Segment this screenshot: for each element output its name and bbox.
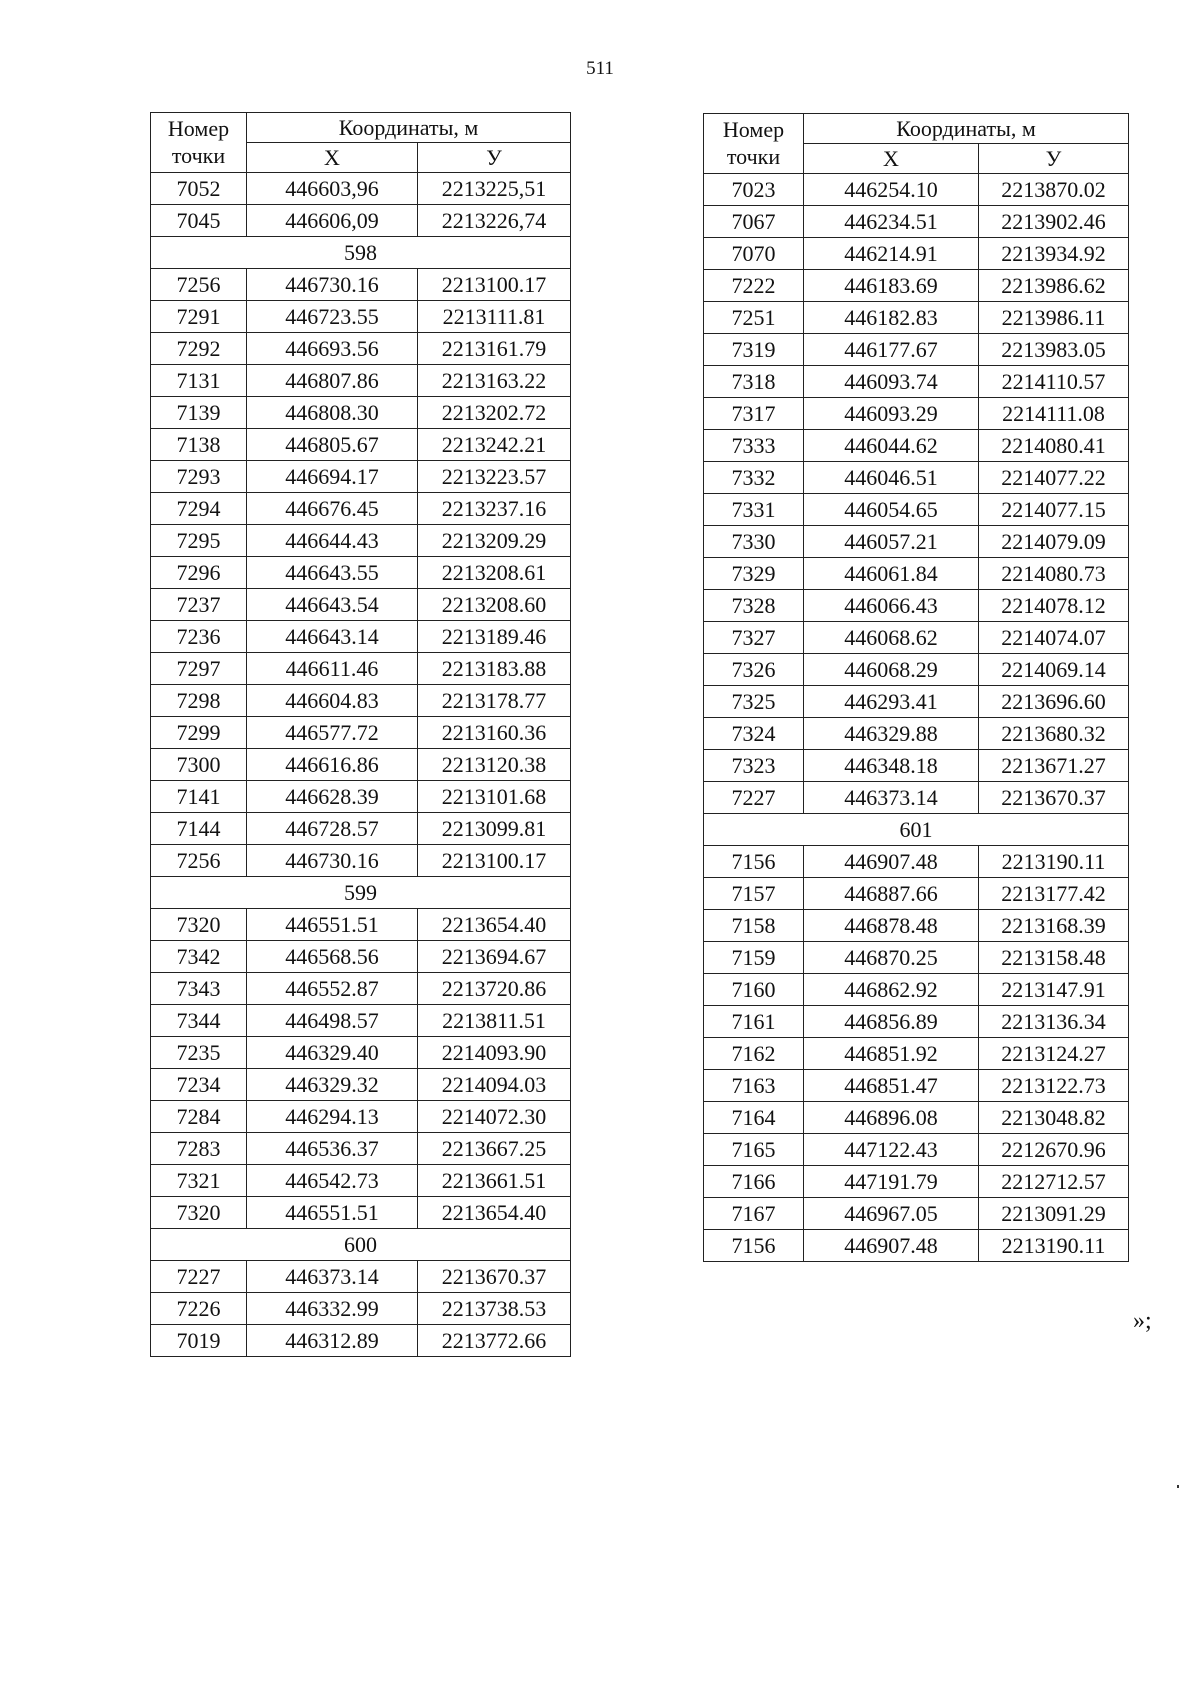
x-coordinate-cell: 446616.86 <box>247 749 418 781</box>
x-coordinate-cell: 446907.48 <box>804 846 979 878</box>
x-coordinate-cell: 446551.51 <box>247 909 418 941</box>
point-number-cell: 7331 <box>704 494 804 526</box>
x-coordinate-cell: 446568.56 <box>247 941 418 973</box>
section-number: 599 <box>151 877 571 909</box>
y-coordinate-cell: 2214077.22 <box>979 462 1129 494</box>
y-coordinate-cell: 2213237.16 <box>418 493 571 525</box>
point-number-header: Номер точки <box>151 113 247 173</box>
x-coordinate-cell: 446730.16 <box>247 269 418 301</box>
table-row <box>151 1101 571 1133</box>
coordinates-table-right <box>703 113 1129 1262</box>
section-row <box>704 814 1129 846</box>
table-row <box>151 525 571 557</box>
section-number: 601 <box>704 814 1129 846</box>
point-number-cell: 7165 <box>704 1134 804 1166</box>
x-coordinate-cell: 446066.43 <box>804 590 979 622</box>
y-coordinate-cell: 2213163.22 <box>418 365 571 397</box>
point-number-cell: 7019 <box>151 1325 247 1357</box>
table-row <box>704 1198 1129 1230</box>
y-coordinate-cell: 2213202.72 <box>418 397 571 429</box>
point-number-cell: 7300 <box>151 749 247 781</box>
y-coordinate-cell: 2213208.61 <box>418 557 571 589</box>
table-row <box>704 270 1129 302</box>
table-row <box>151 653 571 685</box>
point-number-cell: 7318 <box>704 366 804 398</box>
table-row <box>704 590 1129 622</box>
point-number-cell: 7052 <box>151 173 247 205</box>
table-row <box>151 813 571 845</box>
x-coordinate-cell: 446644.43 <box>247 525 418 557</box>
scan-speck <box>1177 1485 1179 1488</box>
table-row <box>151 909 571 941</box>
point-number-cell: 7045 <box>151 205 247 237</box>
x-coordinate-cell: 446068.62 <box>804 622 979 654</box>
x-coordinate-cell: 446577.72 <box>247 717 418 749</box>
table-row <box>704 878 1129 910</box>
y-coordinate-cell: 2213160.36 <box>418 717 571 749</box>
table-row <box>704 206 1129 238</box>
point-number-cell: 7342 <box>151 941 247 973</box>
y-coordinate-cell: 2213208.60 <box>418 589 571 621</box>
y-coordinate-cell: 2212670.96 <box>979 1134 1129 1166</box>
point-number-cell: 7160 <box>704 974 804 1006</box>
point-number-cell: 7320 <box>151 909 247 941</box>
table-row <box>704 526 1129 558</box>
x-coordinate-cell: 446604.83 <box>247 685 418 717</box>
point-number-cell: 7158 <box>704 910 804 942</box>
point-number-cell: 7320 <box>151 1197 247 1229</box>
table-row <box>704 1166 1129 1198</box>
point-number-cell: 7321 <box>151 1165 247 1197</box>
point-number-cell: 7164 <box>704 1102 804 1134</box>
x-coordinate-cell: 446329.40 <box>247 1037 418 1069</box>
point-number-cell: 7332 <box>704 462 804 494</box>
table-row <box>704 398 1129 430</box>
x-coordinate-cell: 446851.47 <box>804 1070 979 1102</box>
table-row <box>151 1197 571 1229</box>
point-number-cell: 7297 <box>151 653 247 685</box>
table-row <box>151 557 571 589</box>
table-row <box>151 365 571 397</box>
x-coordinate-cell: 446234.51 <box>804 206 979 238</box>
coordinates-header: Координаты, м <box>247 113 571 143</box>
point-number-cell: 7156 <box>704 1230 804 1262</box>
x-coordinate-cell: 446329.32 <box>247 1069 418 1101</box>
point-number-cell: 7329 <box>704 558 804 590</box>
point-number-cell: 7235 <box>151 1037 247 1069</box>
table-row <box>704 750 1129 782</box>
x-coordinate-cell: 446851.92 <box>804 1038 979 1070</box>
x-coordinate-cell: 446896.08 <box>804 1102 979 1134</box>
x-coordinate-cell: 446054.65 <box>804 494 979 526</box>
y-coordinate-cell: 2213661.51 <box>418 1165 571 1197</box>
table-row <box>151 397 571 429</box>
y-coordinate-cell: 2213934.92 <box>979 238 1129 270</box>
point-number-cell: 7343 <box>151 973 247 1005</box>
table-row <box>704 654 1129 686</box>
point-number-cell: 7325 <box>704 686 804 718</box>
x-coordinate-cell: 447191.79 <box>804 1166 979 1198</box>
point-number-cell: 7251 <box>704 302 804 334</box>
x-coordinate-cell: 446348.18 <box>804 750 979 782</box>
x-column-header: X <box>804 144 979 174</box>
y-coordinate-cell: 2213811.51 <box>418 1005 571 1037</box>
x-coordinate-cell: 446870.25 <box>804 942 979 974</box>
table-row <box>151 1325 571 1357</box>
y-coordinate-cell: 2213738.53 <box>418 1293 571 1325</box>
table-row <box>704 494 1129 526</box>
y-coordinate-cell: 2214077.15 <box>979 494 1129 526</box>
y-coordinate-cell: 2213136.34 <box>979 1006 1129 1038</box>
y-column-header: У <box>979 144 1129 174</box>
x-coordinate-cell: 446044.62 <box>804 430 979 462</box>
table-row <box>704 1070 1129 1102</box>
y-coordinate-cell: 2213101.68 <box>418 781 571 813</box>
x-coordinate-cell: 446728.57 <box>247 813 418 845</box>
x-coordinate-cell: 446723.55 <box>247 301 418 333</box>
y-column-header: У <box>418 143 571 173</box>
point-number-cell: 7237 <box>151 589 247 621</box>
y-coordinate-cell: 2213091.29 <box>979 1198 1129 1230</box>
point-number-cell: 7138 <box>151 429 247 461</box>
table-row <box>704 942 1129 974</box>
point-number-cell: 7298 <box>151 685 247 717</box>
table-row <box>151 461 571 493</box>
x-coordinate-cell: 446293.41 <box>804 686 979 718</box>
x-coordinate-cell: 446312.89 <box>247 1325 418 1357</box>
x-coordinate-cell: 446967.05 <box>804 1198 979 1230</box>
y-coordinate-cell: 2213048.82 <box>979 1102 1129 1134</box>
point-number-cell: 7344 <box>151 1005 247 1037</box>
table-row <box>704 334 1129 366</box>
table-row <box>704 174 1129 206</box>
table-row <box>151 1165 571 1197</box>
point-number-cell: 7256 <box>151 269 247 301</box>
table-row <box>704 1102 1129 1134</box>
table-row <box>704 430 1129 462</box>
y-coordinate-cell: 2213178.77 <box>418 685 571 717</box>
table-row <box>704 910 1129 942</box>
y-coordinate-cell: 2214110.57 <box>979 366 1129 398</box>
point-number-cell: 7283 <box>151 1133 247 1165</box>
y-coordinate-cell: 2213902.46 <box>979 206 1129 238</box>
point-number-cell: 7299 <box>151 717 247 749</box>
table-row <box>704 302 1129 334</box>
x-coordinate-cell: 446057.21 <box>804 526 979 558</box>
closing-quote-mark: »; <box>1133 1308 1152 1334</box>
y-coordinate-cell: 2213111.81 <box>418 301 571 333</box>
y-coordinate-cell: 2214094.03 <box>418 1069 571 1101</box>
coordinates-header: Координаты, м <box>804 114 1129 144</box>
y-coordinate-cell: 2213654.40 <box>418 909 571 941</box>
x-coordinate-cell: 446606,09 <box>247 205 418 237</box>
x-coordinate-cell: 446542.73 <box>247 1165 418 1197</box>
y-coordinate-cell: 2213986.11 <box>979 302 1129 334</box>
x-coordinate-cell: 446611.46 <box>247 653 418 685</box>
x-coordinate-cell: 446046.51 <box>804 462 979 494</box>
table-row <box>151 1133 571 1165</box>
table-row <box>704 238 1129 270</box>
table-row <box>151 205 571 237</box>
point-number-cell: 7157 <box>704 878 804 910</box>
y-coordinate-cell: 2213670.37 <box>418 1261 571 1293</box>
x-coordinate-cell: 446498.57 <box>247 1005 418 1037</box>
table-header-row <box>704 114 1129 144</box>
table-row <box>151 717 571 749</box>
table-row <box>151 493 571 525</box>
point-number-cell: 7296 <box>151 557 247 589</box>
point-number-cell: 7141 <box>151 781 247 813</box>
x-coordinate-cell: 446093.29 <box>804 398 979 430</box>
y-coordinate-cell: 2213772.66 <box>418 1325 571 1357</box>
x-coordinate-cell: 446694.17 <box>247 461 418 493</box>
point-number-cell: 7139 <box>151 397 247 429</box>
y-coordinate-cell: 2213100.17 <box>418 269 571 301</box>
x-coordinate-cell: 446551.51 <box>247 1197 418 1229</box>
y-coordinate-cell: 2213183.88 <box>418 653 571 685</box>
table-row <box>151 621 571 653</box>
table-row <box>704 1134 1129 1166</box>
table-row <box>704 1006 1129 1038</box>
table-row <box>151 685 571 717</box>
y-coordinate-cell: 2213870.02 <box>979 174 1129 206</box>
x-coordinate-cell: 446373.14 <box>247 1261 418 1293</box>
point-number-cell: 7156 <box>704 846 804 878</box>
x-coordinate-cell: 446068.29 <box>804 654 979 686</box>
point-number-cell: 7294 <box>151 493 247 525</box>
y-coordinate-cell: 2213190.11 <box>979 846 1129 878</box>
table-row <box>704 1230 1129 1262</box>
y-coordinate-cell: 2213100.17 <box>418 845 571 877</box>
y-coordinate-cell: 2214093.90 <box>418 1037 571 1069</box>
y-coordinate-cell: 2214079.09 <box>979 526 1129 558</box>
point-number-cell: 7284 <box>151 1101 247 1133</box>
x-coordinate-cell: 446730.16 <box>247 845 418 877</box>
point-number-cell: 7023 <box>704 174 804 206</box>
table-row <box>151 973 571 1005</box>
table-row <box>151 1293 571 1325</box>
point-number-cell: 7333 <box>704 430 804 462</box>
y-coordinate-cell: 2213177.42 <box>979 878 1129 910</box>
point-number-cell: 7163 <box>704 1070 804 1102</box>
x-coordinate-cell: 446676.45 <box>247 493 418 525</box>
y-coordinate-cell: 2213680.32 <box>979 718 1129 750</box>
y-coordinate-cell: 2212712.57 <box>979 1166 1129 1198</box>
x-coordinate-cell: 446294.13 <box>247 1101 418 1133</box>
y-coordinate-cell: 2213983.05 <box>979 334 1129 366</box>
y-coordinate-cell: 2214078.12 <box>979 590 1129 622</box>
table-row <box>151 941 571 973</box>
y-coordinate-cell: 2214080.41 <box>979 430 1129 462</box>
table-row <box>151 1005 571 1037</box>
x-coordinate-cell: 446093.74 <box>804 366 979 398</box>
y-coordinate-cell: 2213242.21 <box>418 429 571 461</box>
point-number-cell: 7131 <box>151 365 247 397</box>
x-coordinate-cell: 446693.56 <box>247 333 418 365</box>
table-row <box>151 1037 571 1069</box>
y-coordinate-cell: 2213670.37 <box>979 782 1129 814</box>
y-coordinate-cell: 2214069.14 <box>979 654 1129 686</box>
y-coordinate-cell: 2213667.25 <box>418 1133 571 1165</box>
table-row <box>151 429 571 461</box>
point-number-cell: 7328 <box>704 590 804 622</box>
point-number-cell: 7295 <box>151 525 247 557</box>
table-row <box>151 173 571 205</box>
point-number-cell: 7166 <box>704 1166 804 1198</box>
point-number-cell: 7234 <box>151 1069 247 1101</box>
point-number-cell: 7319 <box>704 334 804 366</box>
point-number-cell: 7067 <box>704 206 804 238</box>
y-coordinate-cell: 2214072.30 <box>418 1101 571 1133</box>
point-number-cell: 7226 <box>151 1293 247 1325</box>
y-coordinate-cell: 2214111.08 <box>979 398 1129 430</box>
table-row <box>151 1261 571 1293</box>
y-coordinate-cell: 2213209.29 <box>418 525 571 557</box>
y-coordinate-cell: 2213225,51 <box>418 173 571 205</box>
y-coordinate-cell: 2213189.46 <box>418 621 571 653</box>
x-coordinate-cell: 446643.54 <box>247 589 418 621</box>
x-coordinate-cell: 446805.67 <box>247 429 418 461</box>
table-row <box>151 845 571 877</box>
table-row <box>704 974 1129 1006</box>
point-number-cell: 7327 <box>704 622 804 654</box>
coordinates-table-left <box>150 112 571 1357</box>
y-coordinate-cell: 2214074.07 <box>979 622 1129 654</box>
x-coordinate-cell: 446183.69 <box>804 270 979 302</box>
section-number: 600 <box>151 1229 571 1261</box>
point-number-cell: 7293 <box>151 461 247 493</box>
x-coordinate-cell: 446177.67 <box>804 334 979 366</box>
table-row <box>704 366 1129 398</box>
x-coordinate-cell: 446643.55 <box>247 557 418 589</box>
point-number-cell: 7256 <box>151 845 247 877</box>
x-coordinate-cell: 446643.14 <box>247 621 418 653</box>
x-coordinate-cell: 446373.14 <box>804 782 979 814</box>
section-row <box>151 1229 571 1261</box>
y-coordinate-cell: 2213986.62 <box>979 270 1129 302</box>
point-number-cell: 7162 <box>704 1038 804 1070</box>
table-row <box>704 622 1129 654</box>
x-coordinate-cell: 446862.92 <box>804 974 979 1006</box>
table-header-row <box>151 113 571 143</box>
y-coordinate-cell: 2213124.27 <box>979 1038 1129 1070</box>
x-column-header: X <box>247 143 418 173</box>
point-number-cell: 7227 <box>704 782 804 814</box>
section-number: 598 <box>151 237 571 269</box>
x-coordinate-cell: 446214.91 <box>804 238 979 270</box>
point-number-cell: 7161 <box>704 1006 804 1038</box>
page-number: 511 <box>586 58 614 79</box>
point-number-cell: 7227 <box>151 1261 247 1293</box>
table-row <box>704 782 1129 814</box>
point-number-cell: 7159 <box>704 942 804 974</box>
y-coordinate-cell: 2213168.39 <box>979 910 1129 942</box>
x-coordinate-cell: 446878.48 <box>804 910 979 942</box>
table-row <box>704 686 1129 718</box>
x-coordinate-cell: 446536.37 <box>247 1133 418 1165</box>
y-coordinate-cell: 2213696.60 <box>979 686 1129 718</box>
y-coordinate-cell: 2213158.48 <box>979 942 1129 974</box>
point-number-cell: 7291 <box>151 301 247 333</box>
point-number-cell: 7167 <box>704 1198 804 1230</box>
table-row <box>151 333 571 365</box>
y-coordinate-cell: 2213223.57 <box>418 461 571 493</box>
x-coordinate-cell: 446254.10 <box>804 174 979 206</box>
table-row <box>704 1038 1129 1070</box>
y-coordinate-cell: 2213720.86 <box>418 973 571 1005</box>
table-row <box>704 462 1129 494</box>
x-coordinate-cell: 446552.87 <box>247 973 418 1005</box>
y-coordinate-cell: 2213122.73 <box>979 1070 1129 1102</box>
y-coordinate-cell: 2213694.67 <box>418 941 571 973</box>
point-number-cell: 7330 <box>704 526 804 558</box>
x-coordinate-cell: 446603,96 <box>247 173 418 205</box>
y-coordinate-cell: 2213099.81 <box>418 813 571 845</box>
point-number-cell: 7323 <box>704 750 804 782</box>
y-coordinate-cell: 2213190.11 <box>979 1230 1129 1262</box>
point-number-cell: 7222 <box>704 270 804 302</box>
x-coordinate-cell: 446887.66 <box>804 878 979 910</box>
x-coordinate-cell: 447122.43 <box>804 1134 979 1166</box>
table-row <box>704 558 1129 590</box>
table-row <box>151 269 571 301</box>
y-coordinate-cell: 2213120.38 <box>418 749 571 781</box>
table-row <box>151 301 571 333</box>
x-coordinate-cell: 446808.30 <box>247 397 418 429</box>
x-coordinate-cell: 446332.99 <box>247 1293 418 1325</box>
x-coordinate-cell: 446182.83 <box>804 302 979 334</box>
point-number-header: Номер точки <box>704 114 804 174</box>
table-row <box>704 718 1129 750</box>
y-coordinate-cell: 2213147.91 <box>979 974 1129 1006</box>
x-coordinate-cell: 446807.86 <box>247 365 418 397</box>
y-coordinate-cell: 2214080.73 <box>979 558 1129 590</box>
x-coordinate-cell: 446628.39 <box>247 781 418 813</box>
point-number-cell: 7236 <box>151 621 247 653</box>
table-row <box>151 781 571 813</box>
point-number-cell: 7324 <box>704 718 804 750</box>
point-number-cell: 7144 <box>151 813 247 845</box>
table-row <box>151 589 571 621</box>
table-row <box>151 1069 571 1101</box>
point-number-cell: 7070 <box>704 238 804 270</box>
x-coordinate-cell: 446907.48 <box>804 1230 979 1262</box>
table-row <box>151 749 571 781</box>
y-coordinate-cell: 2213161.79 <box>418 333 571 365</box>
y-coordinate-cell: 2213671.27 <box>979 750 1129 782</box>
table-row <box>704 846 1129 878</box>
x-coordinate-cell: 446856.89 <box>804 1006 979 1038</box>
point-number-cell: 7317 <box>704 398 804 430</box>
y-coordinate-cell: 2213226,74 <box>418 205 571 237</box>
y-coordinate-cell: 2213654.40 <box>418 1197 571 1229</box>
x-coordinate-cell: 446061.84 <box>804 558 979 590</box>
section-row <box>151 877 571 909</box>
point-number-cell: 7292 <box>151 333 247 365</box>
section-row <box>151 237 571 269</box>
x-coordinate-cell: 446329.88 <box>804 718 979 750</box>
point-number-cell: 7326 <box>704 654 804 686</box>
